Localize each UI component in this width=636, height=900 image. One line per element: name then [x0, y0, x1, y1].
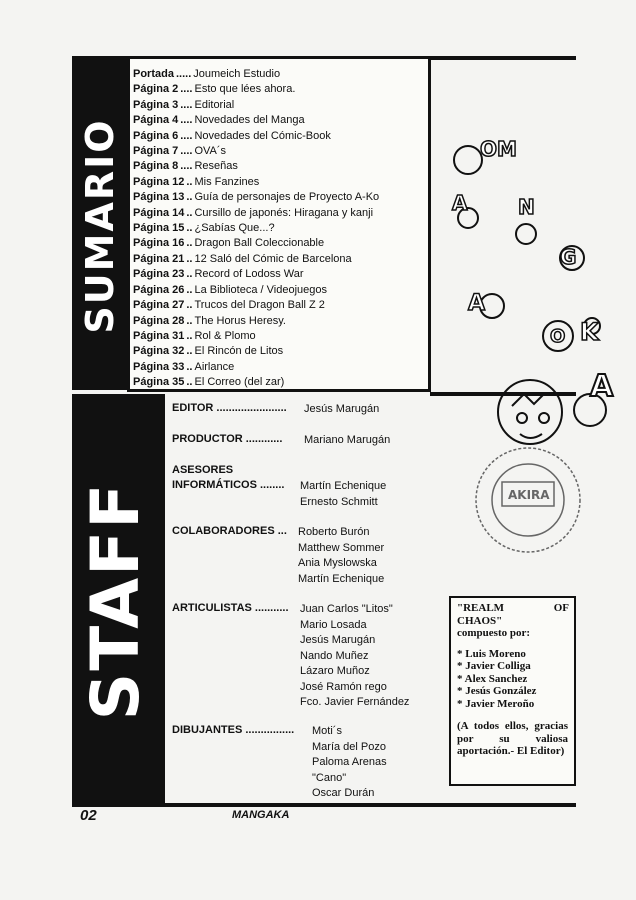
- toc-page-label: Página 14: [133, 206, 185, 219]
- staff-name: Martín Echenique: [300, 480, 387, 492]
- toc-page-label: Página 3: [133, 98, 179, 111]
- toc-title: The Horus Heresy.: [194, 314, 286, 327]
- mangaka-logo-illustration: [440, 130, 620, 570]
- toc-page-label: Página 6: [133, 129, 179, 142]
- toc-entry: [133, 98, 379, 113]
- toc-page-label: Página 32: [133, 345, 185, 358]
- staff-title: STAFF: [77, 481, 154, 721]
- toc-entry: [133, 144, 379, 159]
- names-dibujantes: [312, 724, 387, 802]
- toc-entry: [133, 283, 379, 298]
- toc-title: Cursillo de japonés: Hiragana y kanji: [194, 206, 374, 219]
- staff-name: Matthew Sommer: [298, 541, 385, 554]
- logo-letter: A: [452, 191, 468, 215]
- toc-dots: ....: [180, 83, 193, 96]
- staff-name: Juan Carlos "Litos": [300, 603, 393, 615]
- logo-letter: O: [550, 326, 566, 347]
- staff-name: Moti´s: [312, 725, 342, 737]
- toc-dots: .....: [175, 68, 192, 80]
- toc-page-label: Página 16: [133, 237, 185, 250]
- toc-title: Mis Fanzines: [194, 175, 260, 188]
- chaos-title-line1: "REALM OF: [457, 602, 569, 614]
- role-dibujantes: DIBUJANTES ................: [172, 724, 295, 736]
- toc-entry: [133, 252, 379, 267]
- toc-dots: ....: [180, 98, 193, 111]
- chaos-member: * Javier Colliga: [457, 660, 531, 672]
- chaos-member: * Alex Sanchez: [457, 672, 528, 685]
- logo-ball-o: [543, 321, 573, 351]
- staff-name: "Cano": [312, 771, 347, 784]
- toc-dots: ..: [186, 206, 193, 219]
- logo-letter: A: [468, 291, 486, 316]
- toc-title: Esto que lées ahora.: [194, 83, 296, 96]
- chaos-member: * Jesús González: [457, 685, 537, 697]
- staff-name: Martín Echenique: [298, 572, 385, 585]
- toc-page-label: Página 26: [133, 283, 185, 296]
- staff-name: Fco. Javier Fernández: [300, 696, 410, 708]
- logo-ball-a1: [452, 191, 478, 228]
- staff-name: Paloma Arenas: [312, 756, 387, 768]
- realm-of-chaos-box: [449, 596, 576, 786]
- toc-entry: [133, 82, 379, 97]
- toc-dots: ..: [186, 268, 193, 281]
- chaos-subtitle: compuesto por:: [457, 627, 531, 639]
- role-colaboradores: COLABORADORES ...: [172, 525, 287, 537]
- toc-dots: ..: [186, 222, 193, 235]
- toc-dots: ..: [186, 191, 193, 204]
- names-productor: [304, 433, 390, 449]
- toc-dots: ..: [186, 345, 193, 358]
- chaos-title-line2: CHAOS": [457, 614, 503, 627]
- staff-name: Mariano Marugán: [304, 434, 391, 446]
- chaos-note: (A todos ellos, gracias por su valiosa aportación.- El Editor): [457, 720, 568, 757]
- names-articulistas: [300, 602, 409, 711]
- toc-title: Trucos del Dragon Ball Z 2: [194, 299, 325, 312]
- toc-title: Rol & Plomo: [194, 329, 256, 342]
- toc-entry: [133, 375, 379, 390]
- staff-name: Ania Myslowska: [298, 557, 377, 569]
- toc-page-label: Página 8: [133, 160, 179, 173]
- toc-dots: ..: [186, 376, 193, 389]
- toc-title: OVA´s: [194, 145, 227, 158]
- logo-letter: OM: [480, 137, 517, 161]
- toc-entry: [133, 298, 379, 313]
- chaos-member: * Javier Meroño: [457, 697, 535, 710]
- names-editor: [304, 402, 379, 418]
- toc-dots: ..: [186, 175, 193, 188]
- staff-name: Nando Muñez: [300, 649, 369, 662]
- akira-stamp: [476, 448, 580, 552]
- toc-dots: ..: [186, 314, 193, 327]
- role-informaticos: INFORMÁTICOS ........: [172, 479, 285, 491]
- staff-name: José Ramón rego: [300, 680, 387, 693]
- logo-letter: G: [560, 245, 577, 269]
- toc-title: 12 Saló del Cómic de Barcelona: [194, 252, 352, 265]
- toc-page-label: Página 35: [133, 376, 185, 389]
- toc-page-label: Portada: [133, 68, 174, 80]
- role-productor: PRODUCTOR ............: [172, 433, 283, 445]
- toc-title: Reseñas: [194, 160, 238, 173]
- toc-entry: [133, 344, 379, 359]
- table-of-contents: [133, 67, 379, 391]
- page-number: 02: [80, 807, 97, 824]
- toc-dots: ..: [186, 283, 193, 296]
- toc-dots: ..: [186, 329, 193, 342]
- names-colaboradores: [298, 525, 384, 587]
- toc-page-label: Página 23: [133, 268, 185, 281]
- logo-letter: K: [580, 318, 599, 346]
- logo-ball-g: [560, 245, 584, 270]
- toc-page-label: Página 33: [133, 360, 185, 373]
- toc-dots: ....: [180, 160, 193, 173]
- toc-page-label: Página 2: [133, 83, 179, 96]
- logo-ball-k: [580, 318, 600, 346]
- toc-title: La Biblioteca / Videojuegos: [194, 283, 327, 296]
- toc-entry: [133, 314, 379, 329]
- toc-dots: ..: [186, 237, 193, 250]
- logo-ball-a2: [468, 291, 504, 318]
- toc-title: Novedades del Manga: [194, 114, 305, 127]
- toc-page-label: Página 4: [133, 114, 179, 127]
- toc-title: Guía de personajes de Proyecto A-Ko: [194, 191, 380, 204]
- toc-entry: [133, 113, 379, 128]
- toc-page-label: Página 28: [133, 314, 185, 327]
- toc-title: ¿Sabías Que...?: [194, 222, 275, 235]
- toc-title: Record of Lodoss War: [194, 268, 304, 281]
- staff-name: Mario Losada: [300, 618, 367, 631]
- logo-ball-a3: [574, 369, 614, 426]
- toc-entry: [133, 175, 379, 190]
- toc-title: Airlance: [194, 360, 235, 373]
- toc-dots: ..: [186, 252, 193, 265]
- toc-page-label: Página 15: [133, 222, 185, 235]
- toc-dots: ....: [180, 145, 193, 158]
- logo-letter: A: [590, 369, 614, 404]
- toc-page-label: Página 13: [133, 191, 185, 204]
- toc-title: Joumeich Estudio: [193, 68, 281, 80]
- logo-letter: N: [518, 195, 535, 219]
- toc-entry: [133, 206, 379, 221]
- logo-ball-n: [516, 195, 536, 244]
- staff-name: Jesús Marugán: [304, 403, 380, 415]
- logo-ball-om: [454, 137, 517, 174]
- stamp-text: AKIRA: [508, 488, 550, 502]
- toc-title: Novedades del Cómic-Book: [194, 129, 331, 142]
- toc-entry: [133, 129, 379, 144]
- toc-page-label: Página 27: [133, 299, 185, 312]
- toc-entry: [133, 67, 379, 82]
- toc-entry: [133, 236, 379, 251]
- staff-name: Jesús Marugán: [300, 634, 376, 646]
- chaos-members: [457, 648, 568, 711]
- staff-name: Roberto Burón: [298, 526, 370, 538]
- toc-entry: [133, 221, 379, 236]
- toc-dots: ..: [186, 299, 193, 312]
- toc-page-label: Página 7: [133, 145, 179, 158]
- toc-title: Dragon Ball Coleccionable: [194, 237, 325, 250]
- role-asesores: ASESORES: [172, 464, 234, 476]
- toc-title: Editorial: [194, 98, 235, 111]
- toc-entry: [133, 190, 379, 205]
- names-asesores: [300, 479, 386, 510]
- staff-name: Oscar Durán: [312, 787, 375, 799]
- cartoon-face: [498, 380, 562, 444]
- toc-page-label: Página 12: [133, 175, 185, 188]
- staff-name: Ernesto Schmitt: [300, 495, 378, 508]
- role-articulistas: ARTICULISTAS ...........: [172, 602, 289, 614]
- chaos-member: * Luis Moreno: [457, 647, 526, 660]
- toc-title: El Rincón de Litos: [194, 345, 284, 358]
- sumario-title: SUMARIO: [78, 118, 122, 334]
- toc-entry: [133, 159, 379, 174]
- toc-page-label: Página 31: [133, 329, 185, 342]
- toc-dots: ....: [180, 129, 193, 142]
- toc-dots: ....: [180, 114, 193, 127]
- role-editor: EDITOR .......................: [172, 402, 287, 414]
- toc-page-label: Página 21: [133, 252, 185, 265]
- staff-name: María del Pozo: [312, 740, 386, 753]
- toc-entry: [133, 267, 379, 282]
- staff-divider: [162, 394, 165, 804]
- toc-dots: ..: [186, 360, 193, 373]
- magazine-name: MANGAKA: [232, 809, 290, 821]
- toc-entry: [133, 329, 379, 344]
- staff-name: Lázaro Muñoz: [300, 665, 370, 677]
- toc-entry: [133, 360, 379, 375]
- toc-title: El Correo (del zar): [194, 376, 285, 389]
